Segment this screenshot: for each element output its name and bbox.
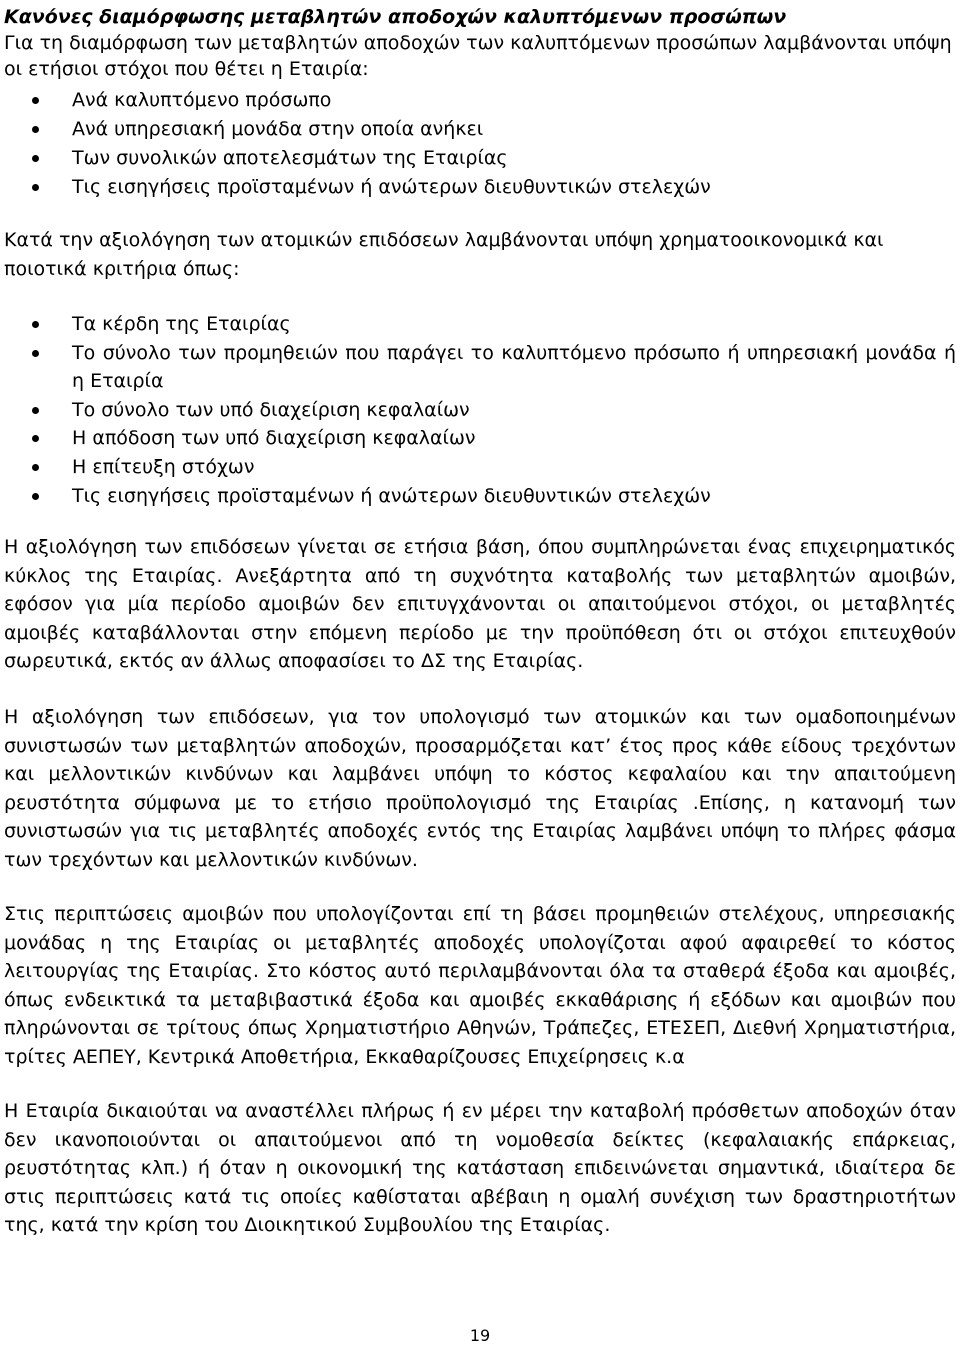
bullet-icon	[32, 435, 39, 442]
bullet-icon	[32, 407, 39, 414]
intro-paragraph: Για τη διαμόρφωση των μεταβλητών αποδοχών των καλυπτόμενων προσώπων λαμβάνονται υπόψη οι ετήσιοι στόχοι που θέτει η Εταιρία:	[4, 32, 952, 80]
section-title: Κανόνες διαμόρφωσης μεταβλητών αποδοχών καλυπτόμενων προσώπων	[4, 6, 787, 28]
list-item: Ανά καλυπτόμενο πρόσωπο	[0, 86, 960, 115]
list-item: Των συνολικών αποτελεσμάτων της Εταιρίας	[0, 144, 960, 173]
list-item: Το σύνολο των προμηθειών που παράγει το καλυπτόμενο πρόσωπο ή υπηρεσιακή μονάδα ή η Εταιρία	[0, 339, 960, 396]
bullet-icon	[32, 126, 39, 133]
list-item: Τις εισηγήσεις προϊσταμένων ή ανώτερων διευθυντικών στελεχών	[0, 173, 960, 202]
paragraph-commission-costs: Στις περιπτώσεις αμοιβών που υπολογίζονται επί τη βάσει προμηθειών στελέχους, υπηρεσιακής μονάδας η της Εταιρίας οι μεταβλητές αποδοχές υπολογίζοται αφού αφαιρεθεί το κόστος λειτουργίας της Εταιρίας. Στο κόστος αυτό περιλαμβάνονται όλα τα σταθερά έξοδα και αμοιβές, όπως ενδεικτικά τα μεταβιβαστικά έξοδα και αμοιβές εκκαθάρισης ή εξόδων και αμοιβών που πληρώνονται σε τρίτους όπως Χρηματιστήριο Αθηνών, Τράπεζες, ΕΤΕΣΕΠ, Διεθνή Χρηματιστήρια, τρίτες ΑΕΠΕΥ, Κεντρικά Αποθετήρια, Εκκαθαρίζουσες Επιχείρησεις κ.α	[4, 903, 956, 1068]
bullet-icon	[32, 321, 39, 328]
bullet-icon	[32, 464, 39, 471]
list-item: Η απόδοση των υπό διαχείριση κεφαλαίων	[0, 424, 960, 453]
bullet-icon	[32, 184, 39, 191]
bullet-icon	[32, 97, 39, 104]
criteria-list	[0, 310, 960, 510]
paragraph-evaluation-frequency: Η αξιολόγηση των επιδόσεων γίνεται σε ετήσια βάση, όπου συμπληρώνεται ένας επιχειρηματικός κύκλος της Εταιρίας. Ανεξάρτητα από τη συχνότητα καταβολής των μεταβλητών αμοιβών, εφόσον για μία περίοδο αμοιβών δεν επιτυγχάνονται οι απαιτούμενοι στόχοι, οι μεταβλητές αμοιβές καταβάλλονται στην επόμενη περίοδο με την προϋπόθεση ότι οι στόχοι επιτευχθούν σωρευτικά, εκτός αν άλλως αποφασίσει το ΔΣ της Εταιρίας.	[4, 536, 956, 673]
page-number: 19	[469, 1326, 491, 1345]
list-item: Τα κέρδη της Εταιρίας	[0, 310, 960, 339]
bullet-icon	[32, 155, 39, 162]
list-item: Ανά υπηρεσιακή μονάδα στην οποία ανήκει	[0, 115, 960, 144]
paragraph-risk-adjustment: Η αξιολόγηση των επιδόσεων, για τον υπολογισμό των ατομικών και των ομαδοποιημένων συνιστωσών των μεταβλητών αποδοχών, προσαρμόζεται κατ’ έτος προς κάθε είδους τρεχόντων και μελλοντικών κινδύνων και λαμβάνει υπόψη το κόστος κεφαλαίου και την απαιτούμενη ρευστότητα σύμφωνα με το ετήσιο προϋπολογισμό της Εταιρίας .Επίσης, η κατανομή των συνιστωσών για τις μεταβλητές αποδοχές εντός της Εταιρίας λαμβάνει υπόψη το πλήρες φάσμα των τρεχόντων και μελλοντικών κινδύνων.	[4, 706, 956, 871]
paragraph-suspension-rights: Η Εταιρία δικαιούται να αναστέλλει πλήρως ή εν μέρει την καταβολή πρόσθετων αποδοχών όταν δεν ικανοποιούνται οι απαιτούμενοι από τη νομοθεσία δείκτες (κεφαλαιακής επάρκειας, ρευστότητας κλπ.) ή όταν η οικονομική της κατάσταση επιδεινώνεται σημαντικά, ιδιαίτερα δε στις περιπτώσεις κατά τις οποίες καθίσταται αβέβαιη η ομαλή συνέχιση των δραστηριοτήτων της, κατά την κρίση του Διοικητικού Συμβουλίου της Εταιρίας.	[4, 1100, 956, 1237]
bullet-icon	[32, 493, 39, 500]
targets-list	[0, 86, 960, 202]
list-item: Η επίτευξη στόχων	[0, 453, 960, 482]
list-item: Τις εισηγήσεις προϊσταμένων ή ανώτερων διευθυντικών στελεχών	[0, 482, 960, 511]
list-item: Το σύνολο των υπό διαχείριση κεφαλαίων	[0, 396, 960, 425]
bullet-icon	[32, 350, 39, 357]
criteria-intro-paragraph: Κατά την αξιολόγηση των ατομικών επιδόσεων λαμβάνονται υπόψη χρηματοοικονομικά και ποιοτικά κριτήρια όπως:	[4, 229, 884, 280]
